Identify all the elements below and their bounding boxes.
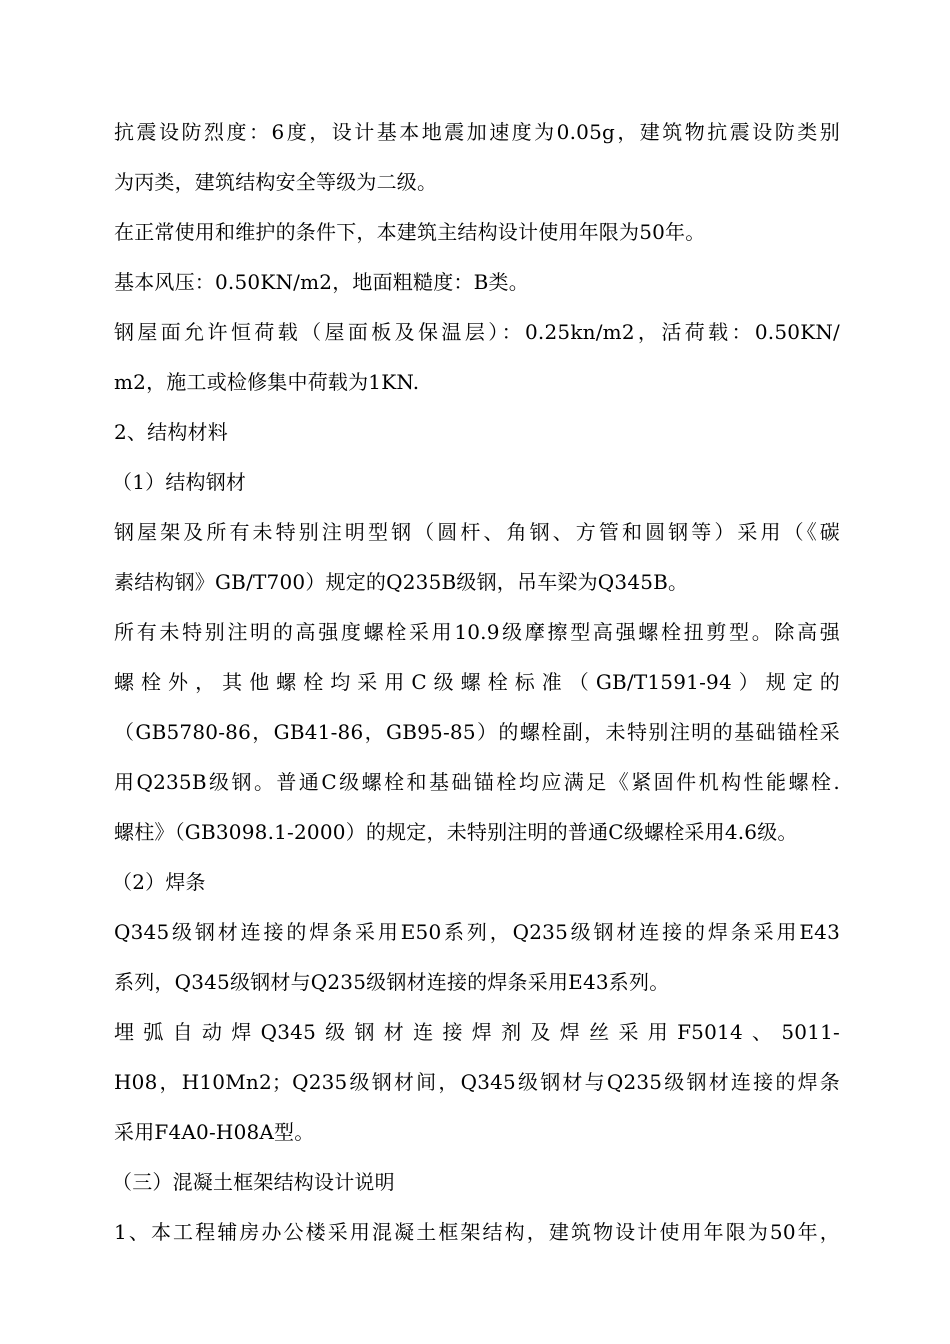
paragraph-line: 系列，Q345级钢材与Q235级钢材连接的焊条采用E43系列。 — [114, 970, 670, 994]
paragraph-line: 螺柱》（GB3098.1-2000）的规定，未特别注明的普通C级螺栓采用4.6级。 — [114, 820, 798, 844]
paragraph-line: 基本风压：0.50KN/m2，地面粗糙度：B类。 — [114, 270, 529, 294]
paragraph-line: 抗震设防烈度：6度，设计基本地震加速度为0.05g，建筑物抗震设防类别 — [114, 120, 840, 144]
paragraph-line: H08，H10Mn2；Q235级钢材间，Q345级钢材与Q235级钢材连接的焊条 — [114, 1070, 840, 1094]
paragraph-line: Q345级钢材连接的焊条采用E50系列，Q235级钢材连接的焊条采用E43 — [114, 920, 840, 944]
subsection-heading: （2）焊条 — [112, 870, 206, 894]
paragraph-line: 埋弧自动焊Q345级钢材连接焊剂及焊丝采用F5014、5011- — [114, 1020, 840, 1044]
paragraph-line: 所有未特别注明的高强度螺栓采用10.9级摩擦型高强螺栓扭剪型。除高强 — [114, 620, 840, 644]
paragraph-line: 为丙类，建筑结构安全等级为二级。 — [114, 170, 438, 194]
subsection-heading: （1）结构钢材 — [112, 470, 247, 494]
paragraph-line: 钢屋架及所有未特别注明型钢（圆杆、角钢、方管和圆钢等）采用（《碳 — [114, 520, 840, 544]
paragraph-line: 1、本工程辅房办公楼采用混凝土框架结构，建筑物设计使用年限为50年， — [114, 1220, 840, 1244]
paragraph-line: 素结构钢》GB/T700）规定的Q235B级钢，吊车梁为Q345B。 — [114, 570, 689, 594]
paragraph-line: m2，施工或检修集中荷载为1KN. — [114, 370, 420, 394]
paragraph-line: 用Q235B级钢。普通C级螺栓和基础锚栓均应满足《紧固件机构性能螺栓. — [114, 770, 840, 794]
paragraph-line: （GB5780-86，GB41-86，GB95-85）的螺栓副，未特别注明的基础锚栓采 — [114, 720, 840, 744]
paragraph-line: 采用F4A0-H08A型。 — [114, 1120, 315, 1144]
paragraph-line: 钢屋面允许恒荷载（屋面板及保温层）：0.25kn/m2，活荷载：0.50KN/ — [114, 320, 840, 344]
section-heading: （三）混凝土框架结构设计说明 — [112, 1170, 395, 1194]
section-heading: 2、结构材料 — [114, 420, 228, 444]
paragraph-line: 在正常使用和维护的条件下，本建筑主结构设计使用年限为50年。 — [114, 220, 706, 244]
paragraph-line: 螺栓外，其他螺栓均采用C级螺栓标准（GB/T1591-94）规定的 — [114, 670, 840, 694]
